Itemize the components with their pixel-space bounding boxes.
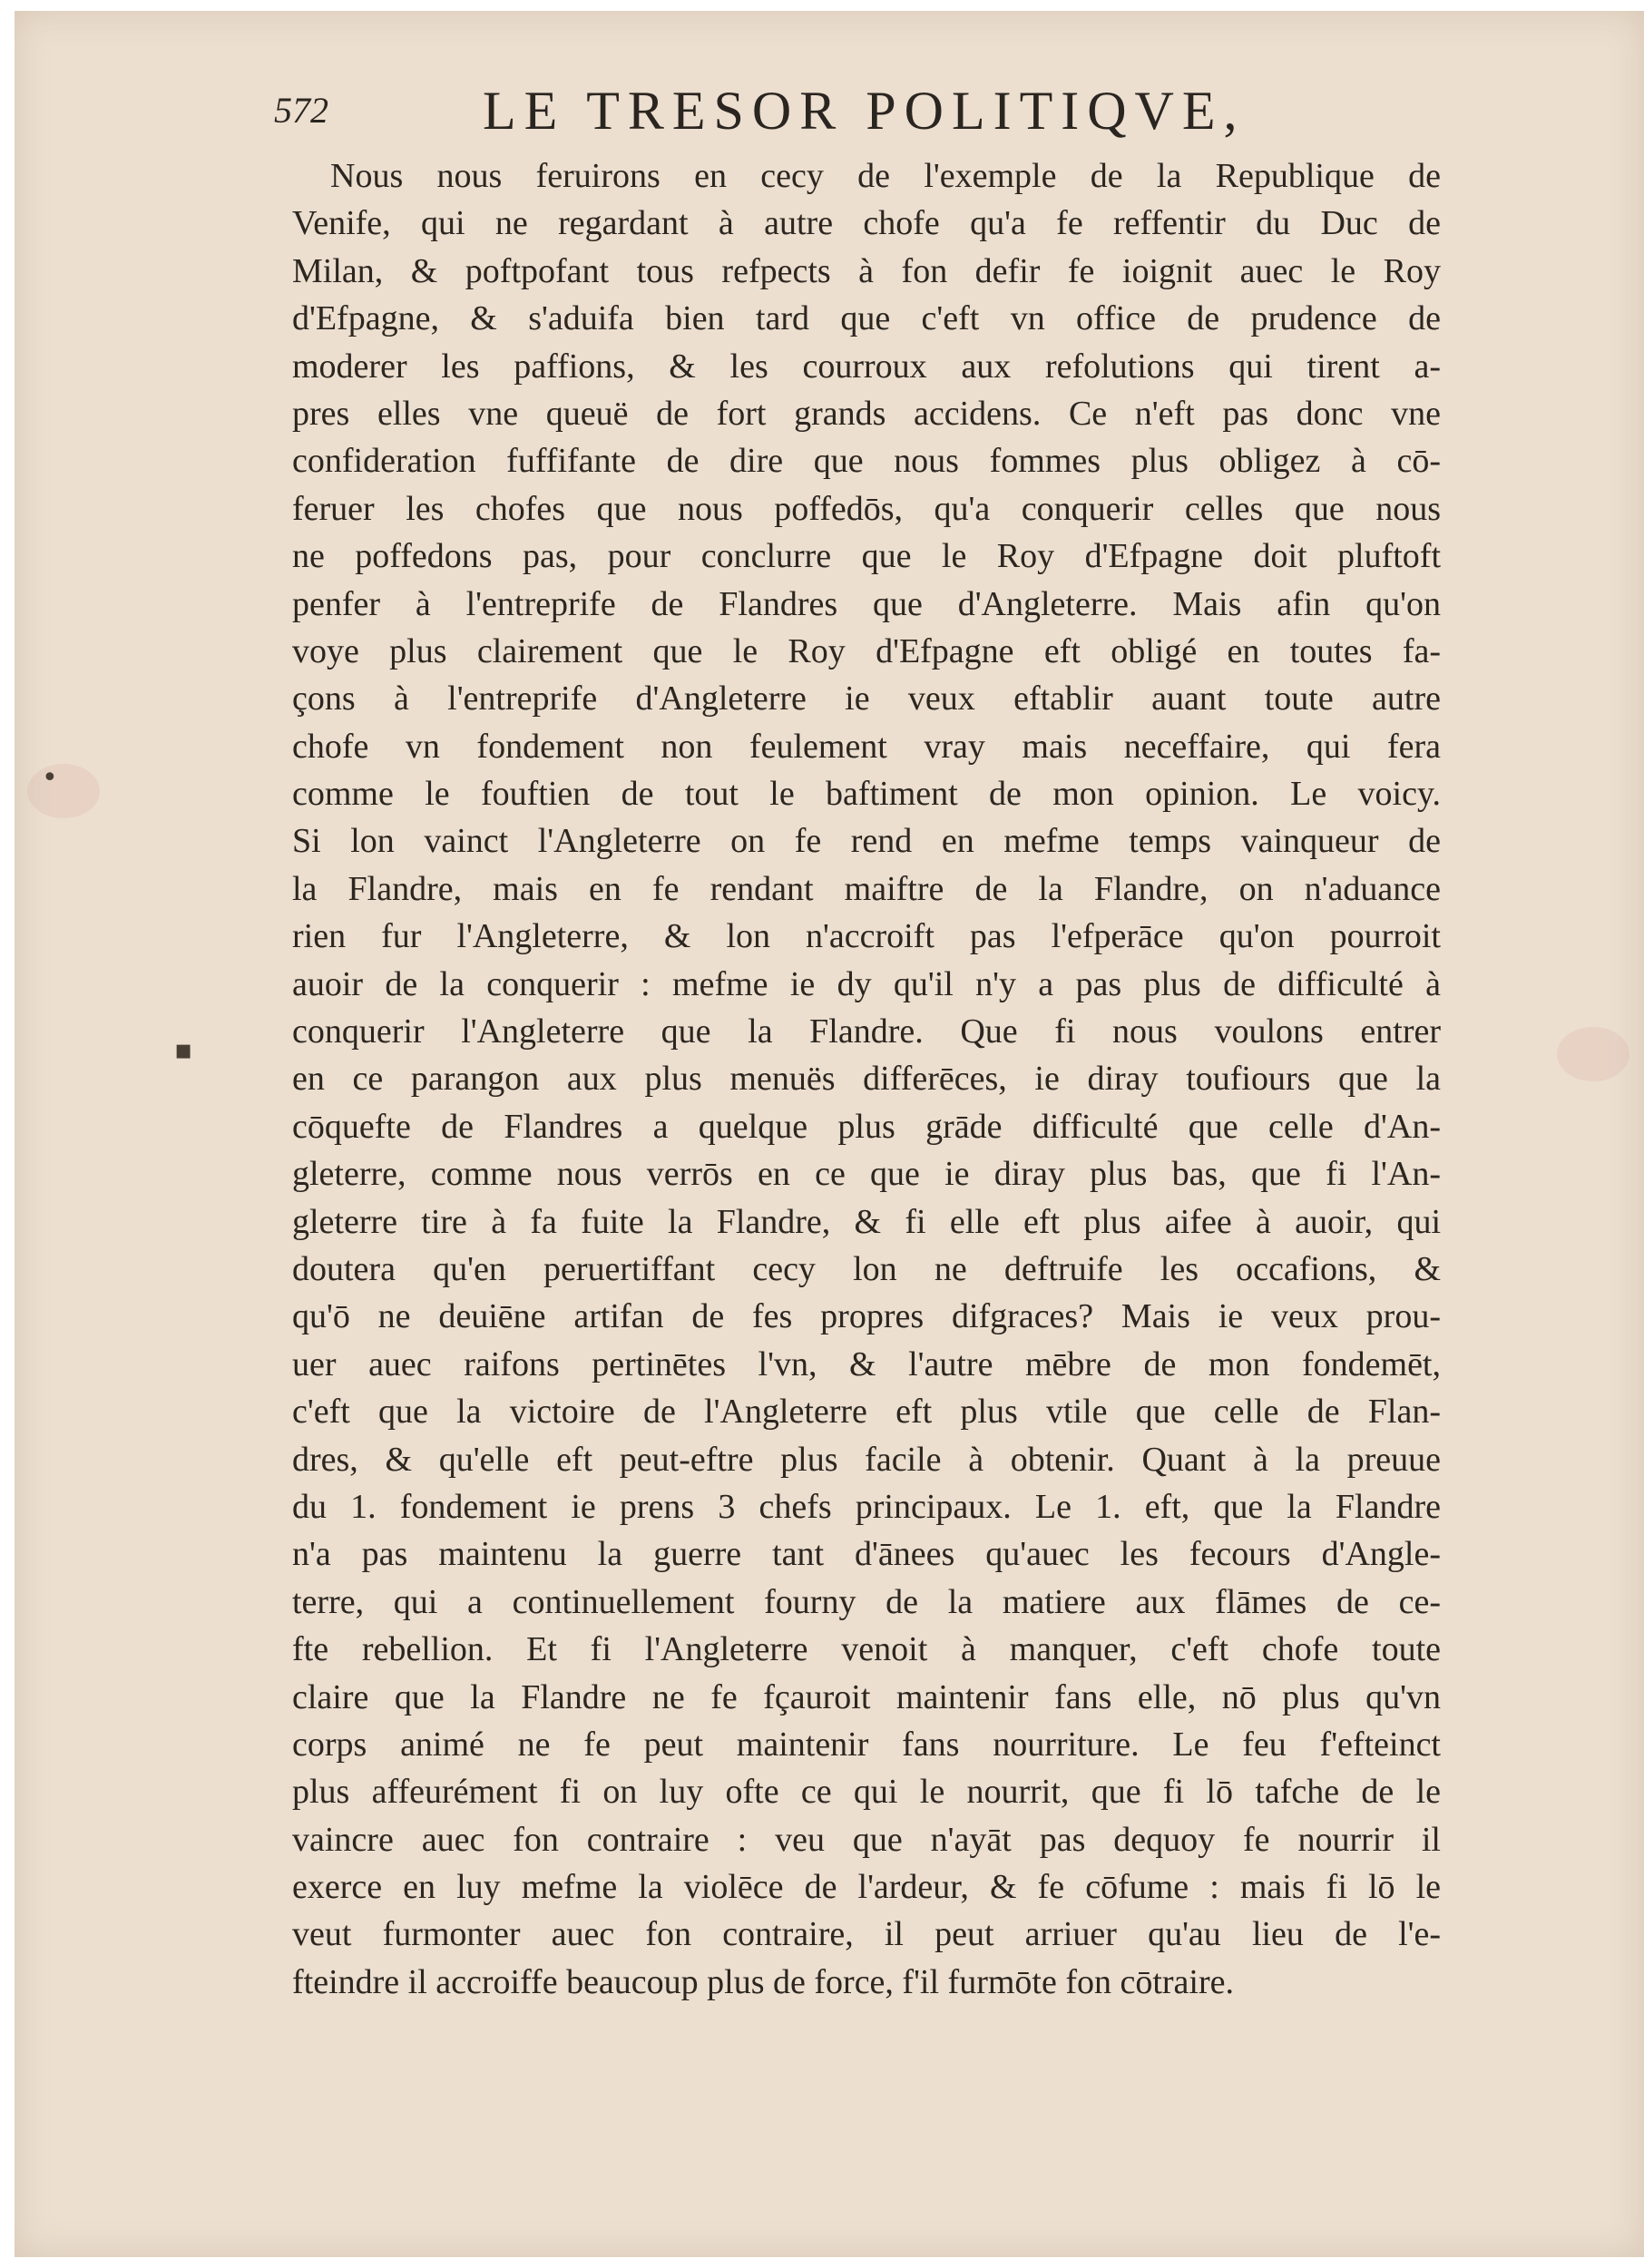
text-line: moderer les paffions, & les courroux aux refolutions qui tirent a- <box>292 347 1441 386</box>
text-line: Milan, & poftpofant tous refpects à fon defir fe ioignit auec le Roy <box>292 251 1441 290</box>
text-line: gleterre, comme nous verrōs en ce que ie diray plus bas, que fi l'An- <box>292 1155 1441 1194</box>
text-line: çons à l'entreprife d'Angleterre ie veux eftablir auant toute autre <box>292 679 1441 719</box>
text-line: conquerir l'Angleterre que la Flandre. Que fi nous voulons entrer <box>292 1012 1441 1051</box>
text-line: uer auec raifons pertinētes l'vn, & l'autre mēbre de mon fondemēt, <box>292 1344 1441 1383</box>
text-line: confideration fuffifante de dire que nous fommes plus obligez à cō- <box>292 442 1441 481</box>
text-line: penfer à l'entreprife de Flandres que d'Angleterre. Mais afin qu'on <box>292 584 1441 623</box>
text-line: veut furmonter auec fon contraire, il peut arriuer qu'au lieu de l'e- <box>292 1915 1441 1954</box>
text-line: gleterre tire à fa fuite la Flandre, & fi elle eft plus aifee à auoir, qui <box>292 1202 1441 1241</box>
text-line: en ce parangon aux plus menuës differēces, ie diray toufiours que la <box>292 1060 1441 1099</box>
text-line: Si lon vainct l'Angleterre on fe rend en mefme temps vainqueur de <box>292 822 1441 861</box>
text-line: n'a pas maintenu la guerre tant d'ānees qu'auec les fecours d'Angle- <box>292 1535 1441 1574</box>
margin-mark: • <box>42 762 58 794</box>
text-line: corps animé ne fe peut maintenir fans nourriture. Le feu f'efteinct <box>292 1725 1441 1764</box>
text-line: exerce en luy mefme la violēce de l'ardeur, & fe cōfume : mais fi lō le <box>292 1868 1441 1907</box>
text-line: dres, & qu'elle eft peut-eftre plus facile à obtenir. Quant à la preuue <box>292 1440 1441 1479</box>
text-line: Venife, qui ne regardant à autre chofe qu'a fe reffentir du Duc de <box>292 204 1441 243</box>
page-header <box>274 80 1254 143</box>
page-stain <box>27 764 100 818</box>
text-line: pres elles vne queuë de fort grands accidens. Ce n'eft pas donc vne <box>292 394 1441 433</box>
page-stain <box>1557 1027 1629 1081</box>
text-line: d'Efpagne, & s'aduifa bien tard que c'eft vn office de prudence de <box>292 299 1441 338</box>
margin-mark: ▪ <box>174 1034 193 1066</box>
text-line: fte rebellion. Et fi l'Angleterre venoit à manquer, c'eft chofe toute <box>292 1630 1441 1669</box>
text-line: cōquefte de Flandres a quelque plus grāde difficulté que celle d'An- <box>292 1107 1441 1146</box>
text-line: ne poffedons pas, pour conclurre que le Roy d'Efpagne doit pluftoft <box>292 537 1441 576</box>
text-line: qu'ō ne deuiēne artifan de fes propres difgraces? Mais ie veux prou- <box>292 1297 1441 1336</box>
text-line: rien fur l'Angleterre, & lon n'accroift pas l'efperāce qu'on pourroit <box>292 917 1441 956</box>
page-number: 572 <box>274 90 328 131</box>
text-line: plus affeurément fi on luy ofte ce qui le nourrit, que fi lō tafche de le <box>292 1773 1441 1812</box>
text-line: chofe vn fondement non feulement vray mais neceffaire, qui fera <box>292 727 1441 766</box>
running-title: LE TRESOR POLITIQVE, <box>483 81 1246 141</box>
text-line: feruer les chofes que nous poffedōs, qu'a conquerir celles que nous <box>292 489 1441 528</box>
text-line: auoir de la conquerir : mefme ie dy qu'il n'y a pas plus de difficulté à <box>292 964 1441 1003</box>
text-line: terre, qui a continuellement fourny de la matiere aux flāmes de ce- <box>292 1582 1441 1621</box>
text-line: la Flandre, mais en fe rendant maiftre de la Flandre, on n'aduance <box>292 869 1441 908</box>
body-text <box>292 152 1441 2006</box>
text-line: c'eft que la victoire de l'Angleterre eft plus vtile que celle de Flan- <box>292 1393 1441 1432</box>
text-line: du 1. fondement ie prens 3 chefs principaux. Le 1. eft, que la Flandre <box>292 1487 1441 1526</box>
text-line: claire que la Flandre ne fe fçauroit maintenir fans elle, nō plus qu'vn <box>292 1677 1441 1716</box>
text-line: fteindre il accroiffe beaucoup plus de force, f'il furmōte fon cōtraire. <box>292 1962 1235 2001</box>
text-line: comme le fouftien de tout le baftiment de mon opinion. Le voicy. <box>292 775 1441 814</box>
text-line: vaincre auec fon contraire : veu que n'ayāt pas dequoy fe nourrir il <box>292 1820 1441 1859</box>
text-line: voye plus clairement que le Roy d'Efpagne eft obligé en toutes fa- <box>292 631 1441 670</box>
text-line: Nous nous feruirons en cecy de l'exemple de la Republique de <box>330 157 1441 195</box>
text-line: doutera qu'en peruertiffant cecy lon ne deftruife les occafions, & <box>292 1249 1441 1288</box>
